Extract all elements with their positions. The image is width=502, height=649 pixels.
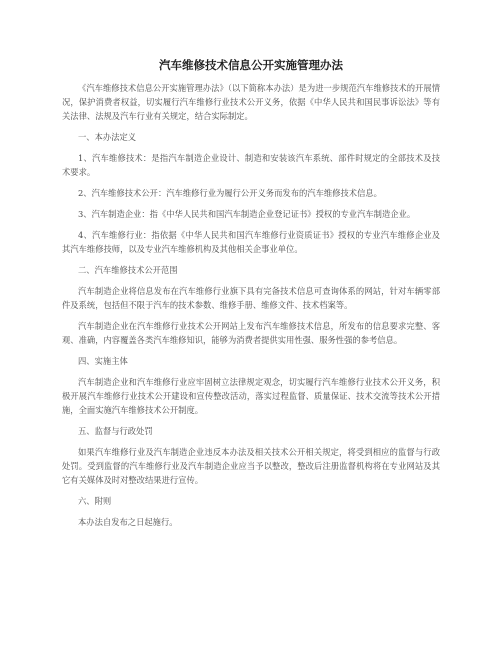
section-heading: 五、监督与行政处罚	[78, 426, 153, 436]
intro-paragraph: 《汽车维修技术信息公开实施管理办法》（以下简称本办法）是为进一步规范汽车维修技术的开展情况，保护消费者权益，切实履行汽车维修行业技术公开义务，依据《中华人民共和国民事诉讼法》等有关法律、法规及汽车行业有关规定，结合实际制定。	[62, 83, 440, 121]
section-paragraph: 1、汽车维修技术：是指汽车制造企业设计、制造和安装该汽车系统、部件时规定的全部技术及技术要求。	[62, 153, 440, 177]
section-paragraph: 汽车制造企业将信息发布在汽车维修行业旗下具有完备技术信息可查询体系的网站，针对车辆零部件及系统，包括但不限于汽车的技术参数、维修手册、维修文件、技术档案等。	[62, 286, 440, 310]
section-paragraph: 2、汽车维修技术公开：汽车维修行业为履行公开义务而发布的汽车维修技术信息。	[78, 188, 382, 198]
section-penalties	[62, 424, 440, 487]
document-page	[62, 58, 440, 536]
section-heading: 二、汽车维修技术公开范围	[78, 265, 178, 275]
section-paragraph: 3、汽车制造企业：指《中华人民共和国汽车制造企业登记证书》授权的专业汽车制造企业。	[78, 209, 416, 219]
section-heading: 一、本办法定义	[78, 132, 137, 142]
document-title: 汽车维修技术信息公开实施管理办法	[159, 58, 343, 72]
section-paragraph: 4、汽车维修行业：指依据《中华人民共和国汽车维修行业资质证书》授权的专业汽车维修企业及其汽车维修技师，以及专业汽车维修机构及其他相关企事业单位。	[62, 230, 440, 254]
section-definitions	[62, 130, 440, 256]
section-implementation	[62, 354, 440, 417]
section-scope	[62, 263, 440, 347]
section-paragraph: 如果汽车维修行业及汽车制造企业违反本办法及相关技术公开相关规定，将受到相应的监督与行政处罚。受到监督的汽车维修行业及汽车制造企业应当予以整改，整改后注册监督机构将在专业网站及其它有关媒体及时对整改结果进行宣传。	[62, 447, 440, 485]
section-paragraph: 本办法自发布之日起施行。	[78, 517, 178, 527]
section-paragraph: 汽车制造企业在汽车维修行业技术公开网站上发布汽车维修技术信息，所发布的信息要求完整、客观、准确，内容覆盖各类汽车维修知识，能够为消费者提供实用性强、服务性强的参考信息。	[62, 321, 440, 345]
section-heading: 六、附则	[78, 496, 112, 506]
section-heading: 四、实施主体	[78, 356, 128, 366]
section-supplementary	[62, 494, 440, 529]
section-paragraph: 汽车制造企业和汽车维修行业应牢固树立法律规定观念，切实履行汽车维修行业技术公开义务，积极开展汽车维修行业技术公开建设和宣传整改活动，落实过程监督、质量保证、技术交流等技术公开措施，全面实施汽车维修技术公开制度。	[62, 377, 440, 415]
